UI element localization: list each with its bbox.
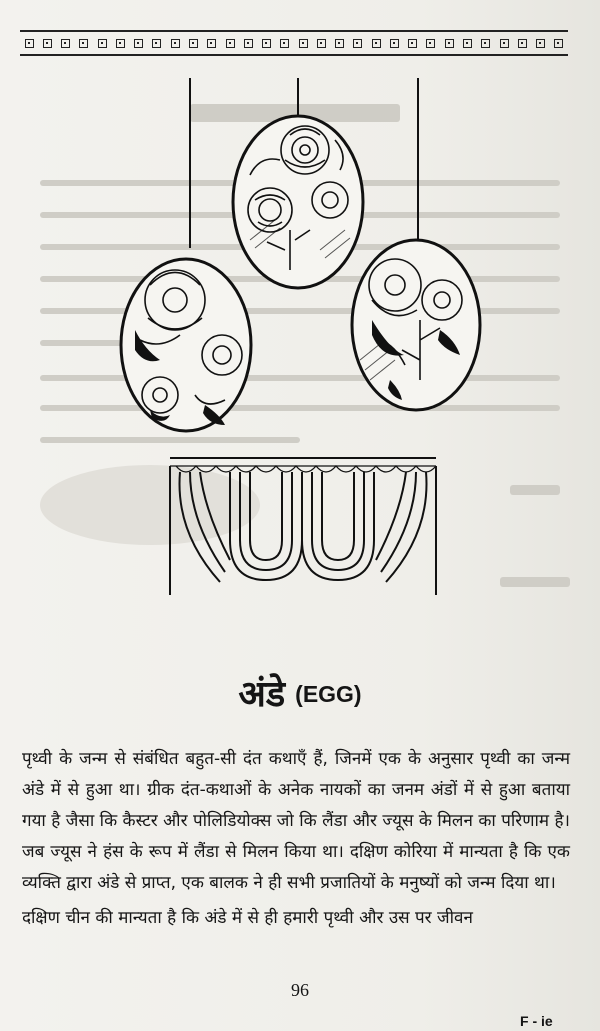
paragraph-2: दक्षिण चीन की मान्यता है कि अंडे में से ही हमारी पृथ्वी और उस पर जीवन bbox=[22, 908, 473, 928]
page-number: 96 bbox=[291, 980, 309, 1000]
egg-left bbox=[121, 259, 251, 431]
egg-center bbox=[233, 116, 363, 288]
section-title bbox=[0, 668, 600, 717]
title-hindi: अंडे bbox=[238, 674, 286, 715]
title-english: (EGG) bbox=[295, 681, 362, 707]
corner-mark: F - ie bbox=[520, 1013, 553, 1029]
body-text bbox=[22, 744, 570, 938]
egg-right bbox=[352, 240, 480, 410]
paragraph-1: पृथ्वी के जन्म से संबंधित बहुत-सी दंत कथाएँ हैं, जिनमें एक के अनुसार पृथ्वी का जन्म अंडे में से हुआ था। ग्रीक दंत-कथाओं के अनेक नायकों का जनम अंडों में से हुआ बताया गया है जैसा कि कैस्टर और पोलिडियोक्स जो कि लैंडा और ज्यूस के मिलन का परिणाम है। जब ज्यूस ने हंस के रूप में लैंडा से मिलन किया था। दक्षिण कोरिया में मान्यता है कि एक व्यक्ति द्वारा अंडे से प्राप्त, एक बालक ने ही सभी प्रजातियों के मनुष्यों को जन्म दिया था। bbox=[22, 749, 570, 893]
shelf bbox=[170, 458, 436, 595]
